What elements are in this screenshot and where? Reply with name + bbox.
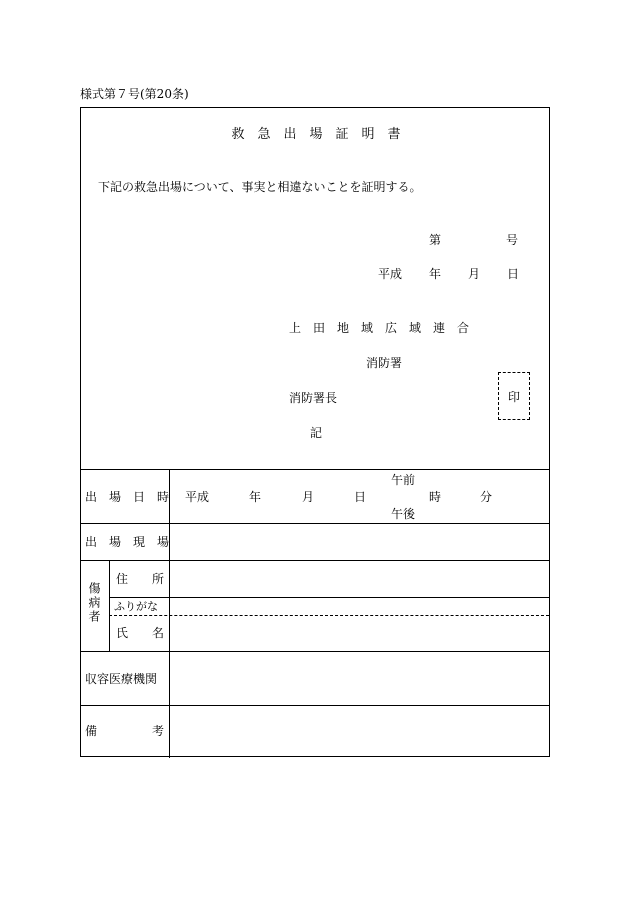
remarks-label-left: 備 <box>85 724 98 738</box>
issuer-chief: 消防署長 <box>289 391 338 405</box>
patient-address-label: 住 所 <box>116 572 165 586</box>
date-year: 年 <box>429 267 442 281</box>
dispatch-hour: 時 <box>429 490 442 504</box>
issuer-department: 消防署 <box>366 356 403 370</box>
patient-furigana-label: ふりがな <box>114 600 158 613</box>
patient-sub-border <box>109 560 110 651</box>
seal-box <box>498 372 530 420</box>
hospital-label: 収容医療機関 <box>85 672 158 686</box>
dispatch-month: 月 <box>302 490 315 504</box>
dispatch-pm: 午後 <box>391 507 416 521</box>
row-border <box>81 523 549 524</box>
remarks-label-right: 考 <box>152 724 165 738</box>
date-month: 月 <box>468 267 481 281</box>
dispatch-datetime-label: 出 場 日 時 <box>85 490 170 504</box>
row-border <box>81 705 549 706</box>
date-day: 日 <box>507 267 520 281</box>
dispatch-am: 午前 <box>391 473 416 487</box>
seal-label: 印 <box>507 389 520 404</box>
page-title: 救 急 出 場 証 明 書 <box>231 127 401 142</box>
label-column-border <box>169 469 170 758</box>
number-go: 号 <box>506 233 519 247</box>
dispatch-site-label: 出 場 現 場 <box>85 535 170 549</box>
dispatch-day: 日 <box>354 490 367 504</box>
certificate-form <box>80 107 550 757</box>
form-number: 様式第７号(第20条) <box>80 87 189 101</box>
patient-label: 傷病者 <box>87 582 101 624</box>
number-dai: 第 <box>429 233 442 247</box>
row-border <box>81 560 549 561</box>
table-top-border <box>81 469 549 470</box>
date-era: 平成 <box>378 267 403 281</box>
furigana-divider <box>109 615 549 616</box>
record-heading: 記 <box>310 426 323 440</box>
dispatch-era: 平成 <box>185 490 210 504</box>
statement-text: 下記の救急出場について、事実と相違ないことを証明する。 <box>98 180 422 194</box>
row-border <box>81 651 549 652</box>
dispatch-minute: 分 <box>480 490 493 504</box>
dispatch-year: 年 <box>249 490 262 504</box>
patient-name-label: 氏 名 <box>116 626 165 640</box>
address-border <box>109 597 549 598</box>
issuer-union: 上 田 地 域 広 域 連 合 <box>289 321 470 335</box>
